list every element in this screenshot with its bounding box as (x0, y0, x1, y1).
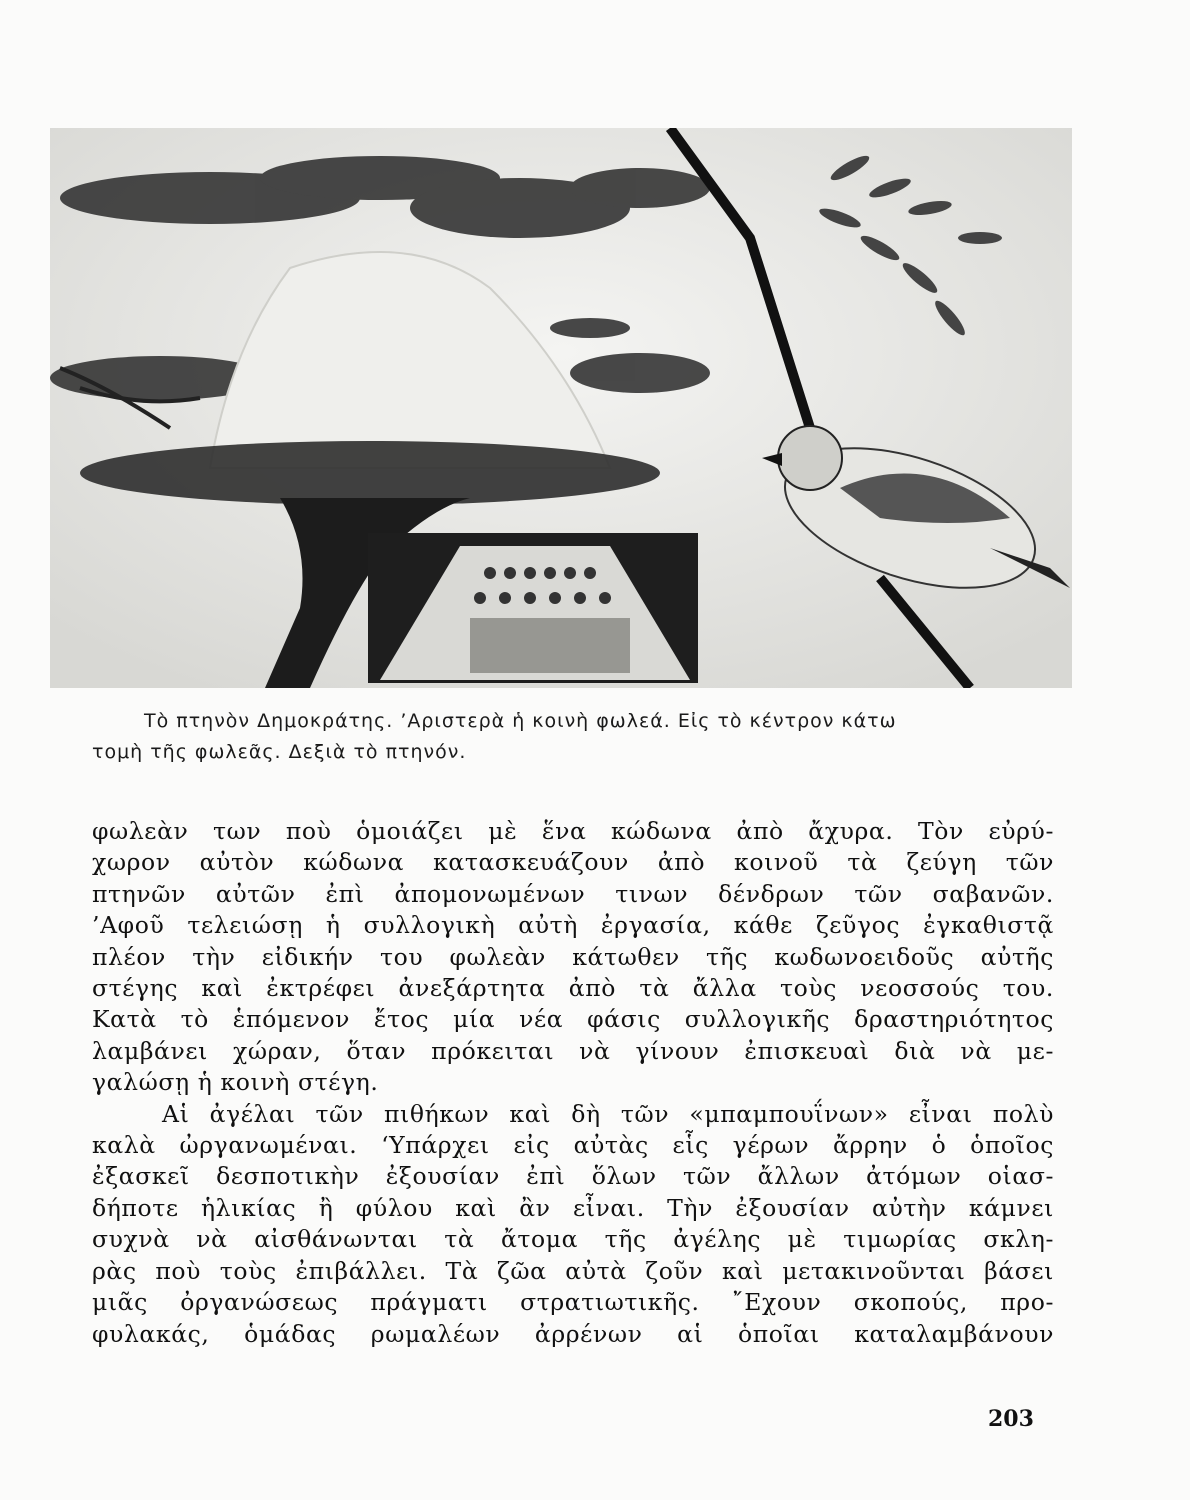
illustration-democrat-bird (50, 128, 1072, 688)
text-line: φυλακάς, ὁμάδας ρωμαλέων ἀρρένων αἱ ὁποῖαι καταλαμβάνουν (92, 1319, 1054, 1348)
text-line: γαλώσῃ ἡ κοινὴ στέγη. (92, 1068, 379, 1097)
text-line: πτηνῶν αὐτῶν ἐπὶ ἀπομονωμένων τινων δένδρων τῶν σαβανῶν. (92, 879, 1054, 908)
text-line: χωρον αὐτὸν κώδωνα κατασκευάζουν ἀπὸ κοινοῦ τὰ ζεύγη τῶν (92, 848, 1054, 877)
text-line: ἐξασκεῖ δεσποτικὴν ἐξουσίαν ἐπὶ ὅλων τῶν ἄλλων ἀτόμων οἱασ- (92, 1162, 1054, 1191)
text-line: ’Αφοῦ τελειώσῃ ἡ συλλογικὴ αὐτὴ ἐργασία, κάθε ζεῦγος ἐγκαθιστᾷ (92, 911, 1054, 940)
text-line: Κατὰ τὸ ἑπόμενον ἔτος μία νέα φάσις συλλογικῆς δραστηριότητος (92, 1005, 1054, 1034)
text-line: λαμβάνει χώραν, ὅταν πρόκειται νὰ γίνουν ἐπισκευαὶ διὰ νὰ με- (92, 1036, 1054, 1065)
caption-line-2: τομὴ τῆς φωλεᾶς. Δεξιὰ τὸ πτηνόν. (92, 741, 467, 763)
text-line: φωλεὰν των ποὺ ὁμοιάζει μὲ ἕνα κώδωνα ἀπὸ ἄχυρα. Τὸν εὐρύ- (92, 817, 1054, 845)
text-line: μιᾶς ὀργανώσεως πράγματι στρατιωτικῆς. ῎Εχουν σκοπούς, προ- (92, 1288, 1054, 1317)
caption-line-1: Τὸ πτηνὸν Δημοκράτης. ’Αριστερὰ ἡ κοινὴ φωλεά. Εἰς τὸ κέντρον κάτω (144, 710, 897, 732)
text-line: στέγης καὶ ἐκτρέφει ἀνεξάρτητα ἀπὸ τὰ ἄλλα τοὺς νεοσσούς του. (92, 974, 1054, 1003)
text-line: δήποτε ἡλικίας ἢ φύλου καὶ ἂν εἶναι. Τὴν ἐξουσίαν αὐτὴν κάμνει (92, 1193, 1054, 1222)
text-line: καλὰ ὠργανωμέναι. ‘Υπάρχει εἰς αὐτὰς εἷς γέρων ἄρρην ὁ ὁποῖος (92, 1131, 1054, 1160)
page-number: 203 (988, 1406, 1034, 1432)
figure-caption (92, 706, 1052, 768)
text-line: Αἱ ἀγέλαι τῶν πιθήκων καὶ δὴ τῶν «μπαμπουΐνων» εἶναι πολὺ (162, 1099, 1054, 1128)
text-line: ρὰς ποὺ τοὺς ἐπιβάλλει. Τὰ ζῶα αὐτὰ ζοῦν καὶ μετακινοῦνται βάσει (92, 1256, 1054, 1285)
illustration-drawing (50, 128, 1072, 688)
text-line: συχνὰ νὰ αἰσθάνωνται τὰ ἄτομα τῆς ἀγέλης μὲ τιμωρίας σκλη- (92, 1225, 1054, 1254)
text-line: πλέον τὴν εἰδικήν του φωλεὰν κάτωθεν τῆς κωδωνοειδοῦς αὐτῆς (92, 942, 1054, 971)
body-text (92, 816, 1054, 1350)
